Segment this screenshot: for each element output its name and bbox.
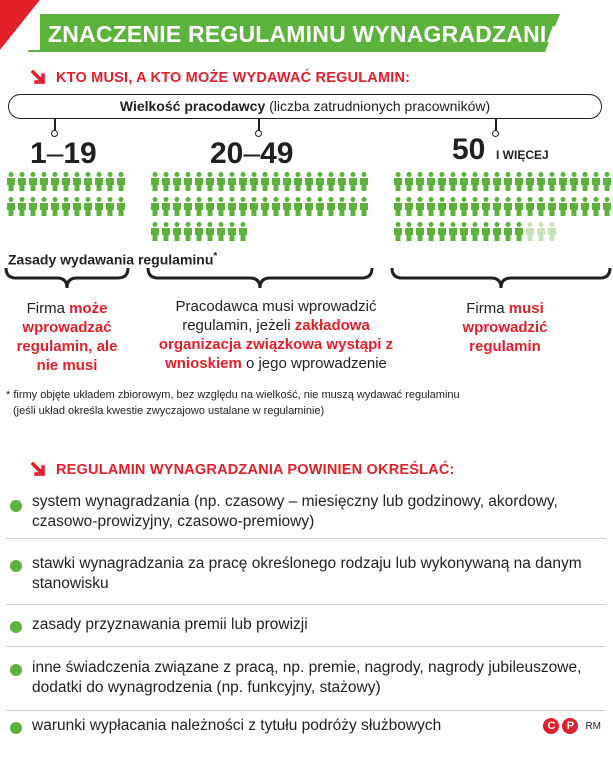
section-heading-contents bbox=[30, 460, 455, 480]
person-icon bbox=[559, 197, 567, 216]
person-icon bbox=[349, 197, 357, 216]
person-icon bbox=[29, 172, 37, 191]
footnote-line-1: * firmy objęte układem zbiorowym, bez względu na wielkość, nie muszą wydawać regulaminu bbox=[6, 389, 460, 401]
person-icon bbox=[228, 172, 236, 191]
person-icon bbox=[360, 172, 368, 191]
person-icon bbox=[51, 197, 59, 216]
brace-group-1 bbox=[4, 266, 130, 290]
person-icon bbox=[106, 197, 114, 216]
person-icon bbox=[493, 222, 501, 241]
person-icon bbox=[95, 197, 103, 216]
page-title: ZNACZENIE REGULAMINU WYNAGRADZANIA bbox=[48, 21, 564, 47]
person-icon bbox=[460, 222, 468, 241]
tick-marker bbox=[54, 119, 56, 132]
group-1-from: 1 bbox=[30, 137, 47, 170]
bullet-icon bbox=[10, 560, 22, 572]
bullet-icon bbox=[10, 722, 22, 734]
person-icon bbox=[327, 172, 335, 191]
person-icon bbox=[537, 172, 545, 191]
desc3-highlight: musi wprowadzić regulamin bbox=[462, 300, 548, 355]
person-icon bbox=[438, 172, 446, 191]
logo-circle-c: C bbox=[543, 718, 559, 734]
person-icon bbox=[515, 197, 523, 216]
person-icon bbox=[570, 172, 578, 191]
person-icon bbox=[405, 222, 413, 241]
person-icon bbox=[416, 197, 424, 216]
person-icon bbox=[427, 197, 435, 216]
person-icon bbox=[239, 172, 247, 191]
person-icon bbox=[239, 222, 247, 241]
tick-marker bbox=[258, 119, 260, 132]
section-heading-who bbox=[30, 68, 410, 88]
group-2-to: 49 bbox=[260, 137, 294, 170]
person-icon bbox=[228, 197, 236, 216]
person-icon bbox=[559, 172, 567, 191]
list-item-text: inne świadczenia związane z pracą, np. premie, nagrody, nagrody jubileuszowe, dodatki do wynagrodzenia (np. funkcyjny, stażowy) bbox=[32, 659, 582, 696]
list-item-text: warunki wypłacania należności z tytułu podróży służbowych bbox=[32, 717, 442, 734]
person-icon bbox=[537, 197, 545, 216]
section-heading-text: REGULAMIN WYNAGRADZANIA POWINIEN OKREŚLAĆ: bbox=[56, 462, 455, 478]
person-icon bbox=[438, 197, 446, 216]
group-3-suffix: I WIĘCEJ bbox=[496, 148, 549, 162]
person-icon bbox=[471, 172, 479, 191]
person-icon bbox=[162, 197, 170, 216]
person-icon bbox=[515, 222, 523, 241]
person-icon bbox=[349, 172, 357, 191]
person-icon bbox=[394, 172, 402, 191]
person-icon bbox=[394, 197, 402, 216]
person-icon bbox=[40, 197, 48, 216]
person-icon bbox=[250, 172, 258, 191]
person-icon bbox=[471, 197, 479, 216]
person-icon bbox=[526, 172, 534, 191]
person-icon bbox=[40, 172, 48, 191]
tick-marker bbox=[495, 119, 497, 132]
person-icon bbox=[592, 172, 600, 191]
person-icon bbox=[272, 197, 280, 216]
author-initials: RM bbox=[585, 720, 601, 732]
person-icon bbox=[18, 172, 26, 191]
people-group-50-plus bbox=[393, 172, 611, 246]
person-icon bbox=[162, 172, 170, 191]
person-icon bbox=[581, 172, 589, 191]
person-icon bbox=[460, 172, 468, 191]
person-icon bbox=[173, 172, 181, 191]
person-icon bbox=[537, 222, 545, 241]
person-icon bbox=[95, 172, 103, 191]
person-icon bbox=[217, 222, 225, 241]
desc2-highlight: zakładowa organizacja związkowa wystąpi z wnioskiem bbox=[158, 317, 394, 372]
person-icon bbox=[206, 197, 214, 216]
rule-description-large bbox=[440, 299, 570, 356]
person-icon bbox=[504, 172, 512, 191]
group-2-from: 20 bbox=[210, 137, 244, 170]
person-icon bbox=[151, 172, 159, 191]
person-icon bbox=[427, 222, 435, 241]
person-icon bbox=[117, 197, 125, 216]
group-1-range bbox=[30, 137, 97, 171]
person-icon bbox=[217, 172, 225, 191]
person-icon bbox=[526, 197, 534, 216]
arrow-down-right-icon bbox=[30, 69, 48, 87]
person-icon bbox=[294, 172, 302, 191]
person-icon bbox=[29, 197, 37, 216]
bullet-icon bbox=[10, 664, 22, 676]
person-icon bbox=[482, 172, 490, 191]
person-icon bbox=[471, 222, 479, 241]
person-icon bbox=[173, 222, 181, 241]
group-1-dash: – bbox=[46, 137, 64, 170]
list-item bbox=[6, 538, 606, 605]
person-icon bbox=[394, 222, 402, 241]
person-icon bbox=[73, 172, 81, 191]
person-icon bbox=[592, 197, 600, 216]
person-icon bbox=[416, 172, 424, 191]
bullet-icon bbox=[10, 621, 22, 633]
person-icon bbox=[504, 222, 512, 241]
people-group-1-19 bbox=[6, 172, 131, 224]
person-icon bbox=[206, 222, 214, 241]
people-group-20-49 bbox=[150, 172, 370, 246]
list-item bbox=[6, 710, 606, 748]
rule-description-medium bbox=[140, 297, 412, 373]
rule-description-small bbox=[6, 299, 128, 375]
person-icon bbox=[581, 197, 589, 216]
list-item bbox=[6, 486, 606, 539]
employer-size-label bbox=[8, 94, 602, 119]
person-icon bbox=[294, 197, 302, 216]
person-icon bbox=[338, 172, 346, 191]
person-icon bbox=[283, 197, 291, 216]
person-icon bbox=[106, 172, 114, 191]
person-icon bbox=[570, 197, 578, 216]
person-icon bbox=[449, 197, 457, 216]
desc1-highlight: może wprowadzać regulamin, ale nie musi bbox=[16, 300, 118, 374]
brace-group-3 bbox=[390, 266, 612, 290]
person-icon bbox=[427, 172, 435, 191]
person-icon bbox=[261, 197, 269, 216]
desc2-plain: Pracodawca musi wprowadzić regulamin, jeżeli bbox=[175, 298, 377, 334]
person-icon bbox=[7, 172, 15, 191]
person-icon bbox=[603, 197, 611, 216]
person-icon bbox=[548, 222, 556, 241]
publisher-logo bbox=[543, 718, 601, 734]
person-icon bbox=[493, 172, 501, 191]
person-icon bbox=[184, 222, 192, 241]
group-3-number: 50 bbox=[452, 133, 486, 166]
person-icon bbox=[405, 197, 413, 216]
desc2-plain-end: o jego wprowadzenie bbox=[241, 355, 387, 372]
logo-circle-p: P bbox=[562, 718, 578, 734]
person-icon bbox=[173, 197, 181, 216]
person-icon bbox=[250, 197, 258, 216]
person-icon bbox=[504, 197, 512, 216]
person-icon bbox=[151, 222, 159, 241]
person-icon bbox=[195, 197, 203, 216]
list-item-text: zasady przyznawania premii lub prowizji bbox=[32, 616, 308, 633]
brace-group-2 bbox=[146, 266, 374, 290]
size-label-bold: Wielkość pracodawcy bbox=[119, 98, 266, 114]
person-icon bbox=[482, 222, 490, 241]
person-icon bbox=[272, 172, 280, 191]
person-icon bbox=[449, 222, 457, 241]
person-icon bbox=[548, 197, 556, 216]
person-icon bbox=[217, 197, 225, 216]
person-icon bbox=[73, 197, 81, 216]
person-icon bbox=[305, 172, 313, 191]
person-icon bbox=[603, 172, 611, 191]
rules-footnote-mark: * bbox=[213, 251, 218, 262]
person-icon bbox=[184, 197, 192, 216]
person-icon bbox=[7, 197, 15, 216]
section-heading-text: KTO MUSI, A KTO MOŻE WYDAWAĆ REGULAMIN: bbox=[56, 70, 411, 86]
person-icon bbox=[460, 197, 468, 216]
person-icon bbox=[239, 197, 247, 216]
person-icon bbox=[84, 172, 92, 191]
person-icon bbox=[162, 222, 170, 241]
person-icon bbox=[493, 197, 501, 216]
person-icon bbox=[316, 197, 324, 216]
footnote-line-2: (jeśli układ określa kwestie zwyczajowo ustalane w regulaminie) bbox=[13, 405, 325, 417]
person-icon bbox=[206, 172, 214, 191]
list-item-text: system wynagradzania (np. czasowy – miesięczny lub godzinowy, akordowy, czasowo-prowizyjny, czasowo-premiowy) bbox=[32, 493, 558, 530]
size-label-rest: (liczba zatrudnionych pracowników) bbox=[269, 98, 491, 114]
arrow-down-right-icon bbox=[30, 461, 48, 479]
desc1-plain: Firma bbox=[26, 300, 70, 317]
list-item-text: stawki wynagradzania za pracę określonego rodzaju lub wykonywaną na danym stanowisku bbox=[32, 555, 582, 592]
person-icon bbox=[283, 172, 291, 191]
bullet-icon bbox=[10, 500, 22, 512]
person-icon bbox=[62, 172, 70, 191]
person-icon bbox=[62, 197, 70, 216]
person-icon bbox=[515, 172, 523, 191]
person-icon bbox=[305, 197, 313, 216]
rules-label-text: Zasady wydawania regulaminu bbox=[8, 251, 214, 268]
list-item bbox=[6, 604, 606, 647]
person-icon bbox=[228, 222, 236, 241]
person-icon bbox=[327, 197, 335, 216]
group-2-dash: – bbox=[243, 137, 261, 170]
person-icon bbox=[51, 172, 59, 191]
person-icon bbox=[548, 172, 556, 191]
person-icon bbox=[405, 172, 413, 191]
person-icon bbox=[195, 222, 203, 241]
person-icon bbox=[482, 197, 490, 216]
person-icon bbox=[261, 172, 269, 191]
person-icon bbox=[316, 172, 324, 191]
person-icon bbox=[438, 222, 446, 241]
group-1-to: 19 bbox=[63, 137, 97, 170]
person-icon bbox=[338, 197, 346, 216]
desc3-plain: Firma bbox=[466, 300, 509, 317]
person-icon bbox=[360, 197, 368, 216]
person-icon bbox=[18, 197, 26, 216]
person-icon bbox=[416, 222, 424, 241]
person-icon bbox=[195, 172, 203, 191]
person-icon bbox=[84, 197, 92, 216]
list-item bbox=[6, 646, 606, 711]
person-icon bbox=[449, 172, 457, 191]
person-icon bbox=[151, 197, 159, 216]
group-2-range bbox=[210, 137, 293, 171]
person-icon bbox=[184, 172, 192, 191]
person-icon bbox=[526, 222, 534, 241]
person-icon bbox=[117, 172, 125, 191]
